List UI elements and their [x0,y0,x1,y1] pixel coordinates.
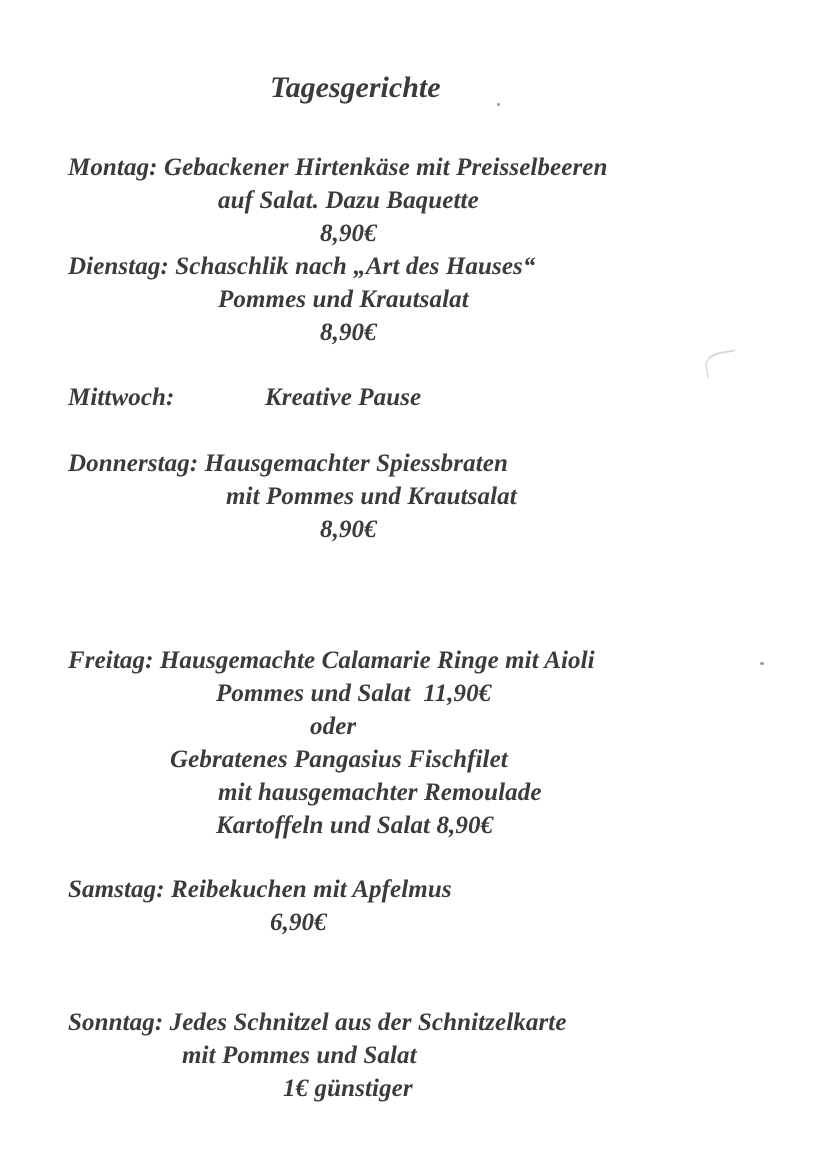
dienstag-line-2: Pommes und Krautsalat [218,286,469,313]
samstag-line-1: Samstag: Reibekuchen mit Apfelmus [68,876,452,903]
montag-line-2: auf Salat. Dazu Baquette [218,187,479,214]
montag-price: 8,90€ [320,220,377,247]
montag-line-1: Montag: Gebackener Hirtenkäse mit Preisselbeeren [68,154,608,181]
sonntag-line-3: 1€ günstiger [283,1075,413,1102]
mittwoch-label: Mittwoch: [68,384,175,411]
freitag-line-6: Kartoffeln und Salat 8,90€ [216,812,494,839]
scan-speck [760,662,764,665]
freitag-line-2: Pommes und Salat 11,90€ [216,680,492,707]
scan-speck [497,103,500,106]
dienstag-line-1: Dienstag: Schaschlik nach „Art des Hauses“ [68,253,536,280]
freitag-line-4: Gebratenes Pangasius Fischfilet [170,746,508,773]
scan-mark [703,349,739,378]
donnerstag-price: 8,90€ [320,516,377,543]
donnerstag-line-2: mit Pommes und Krautsalat [226,483,517,510]
donnerstag-line-1: Donnerstag: Hausgemachter Spiessbraten [68,450,508,477]
dienstag-price: 8,90€ [320,319,377,346]
freitag-line-1: Freitag: Hausgemachte Calamarie Ringe mit Aioli [68,647,595,674]
sonntag-line-1: Sonntag: Jedes Schnitzel aus der Schnitzelkarte [68,1009,567,1036]
mittwoch-text: Kreative Pause [265,384,422,411]
freitag-line-3: oder [310,713,357,740]
sonntag-line-2: mit Pommes und Salat [182,1042,417,1069]
freitag-line-5: mit hausgemachter Remoulade [218,779,542,806]
samstag-price: 6,90€ [270,909,327,936]
page-title: Tagesgerichte [270,71,441,104]
